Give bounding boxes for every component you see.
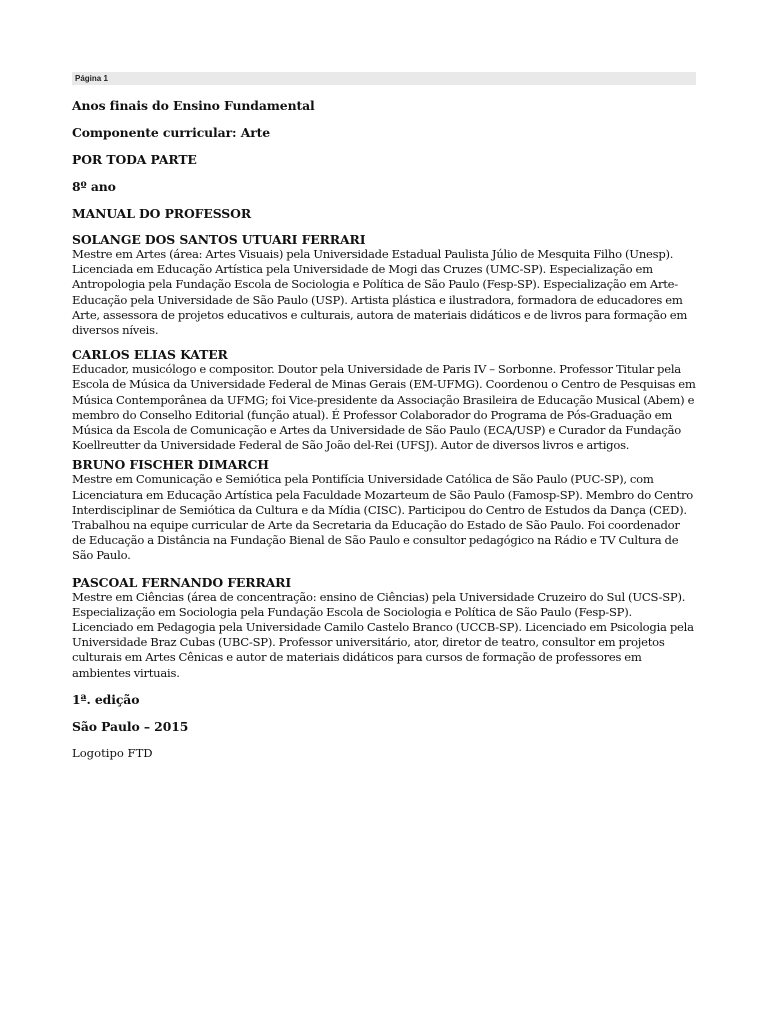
author-block — [72, 347, 696, 453]
logo-placeholder: Logotipo FTD — [72, 745, 153, 760]
page-header: Página 1 — [72, 72, 696, 85]
author-bio: Mestre em Comunicação e Semiótica pela Pontifícia Universidade Católica de São Paulo (PUC-SP), com Licenciatura em Educação Artística pela Faculdade Mozarteum de São Paulo (Famosp-SP). Membro do Centro Interdisciplinar de Semiótica da Cultura e da Mídia (CISC). Participou do Centro de Estudos da Dança (CED). Trabalhou na equipe curricular de Arte da Secretaria da Educação do Estado de São Paulo. Foi coordenador de Educação a Distância na Fundação Bienal de São Paulo e consultor pedagógico na Rádio e TV Cultura de São Paulo. — [72, 472, 694, 563]
curricular-component: Componente curricular: Arte — [72, 125, 271, 140]
author-name: BRUNO FISCHER DIMARCH — [72, 457, 269, 473]
grade-label: 8º ano — [72, 179, 116, 194]
place-year: São Paulo – 2015 — [72, 718, 189, 734]
author-name: CARLOS ELIAS KATER — [72, 347, 228, 363]
author-bio: Mestre em Artes (área: Artes Visuais) pela Universidade Estadual Paulista Júlio de Mesquita Filho (Unesp). Licenciada em Educação Artística pela Universidade de Mogi das Cruzes (UMC-SP). Especialização em Antropologia pela Fundação Escola de Sociologia e Política de São Paulo (Fesp-SP). Especialização em Arte-Educação pela Universidade de São Paulo (USP). Artista plástica e ilustradora, formadora de educadores em Arte, assessora de projetos educativos e culturais, autora de materiais didáticos e de livros para formação em diversos níveis. — [72, 247, 688, 338]
education-level: Anos finais do Ensino Fundamental — [72, 98, 315, 113]
author-bio: Educador, musicólogo e compositor. Doutor pela Universidade de Paris IV – Sorbonne. Professor Titular pela Escola de Música da Universidade Federal de Minas Gerais (EM-UFMG). Coordenou o Centro de Pesquisas em Música Contemporânea da UFMG; foi Vice-presidente da Associação Brasileira de Educação Musical (Abem) e membro do Conselho Editorial (função atual). É Professor Colaborador do Programa de Pós-Graduação em Música da Escola de Comunicação e Artes da Universidade de São Paulo (ECA/USP) e Curador da Fundação Koellreutter da Universidade Federal de São João del-Rei (UFSJ). Autor de diversos livros e artigos. — [72, 362, 696, 453]
author-block — [72, 457, 696, 563]
author-bio: Mestre em Ciências (área de concentração: ensino de Ciências) pela Universidade Cruzeiro do Sul (UCS-SP). Especialização em Sociologia pela Fundação Escola de Sociologia e Política de São Paulo (Fesp-SP). Licenciado em Pedagogia pela Universidade Camilo Castelo Branco (UCCB-SP). Licenciado em Psicologia pela Universidade Braz Cubas (UBC-SP). Professor universitário, ator, diretor de teatro, consultor em projetos culturais em Artes Cênicas e autor de materiais didáticos para cursos de formação de professores em ambientes virtuais. — [72, 589, 694, 680]
author-name: SOLANGE DOS SANTOS UTUARI FERRARI — [72, 232, 366, 247]
document-page — [72, 72, 696, 760]
edition-label: 1ª. edição — [72, 691, 140, 707]
manual-label: MANUAL DO PROFESSOR — [72, 206, 252, 221]
book-title: POR TODA PARTE — [72, 152, 197, 167]
author-block — [72, 575, 696, 681]
author-block — [72, 232, 696, 338]
author-name: PASCOAL FERNANDO FERRARI — [72, 574, 292, 590]
